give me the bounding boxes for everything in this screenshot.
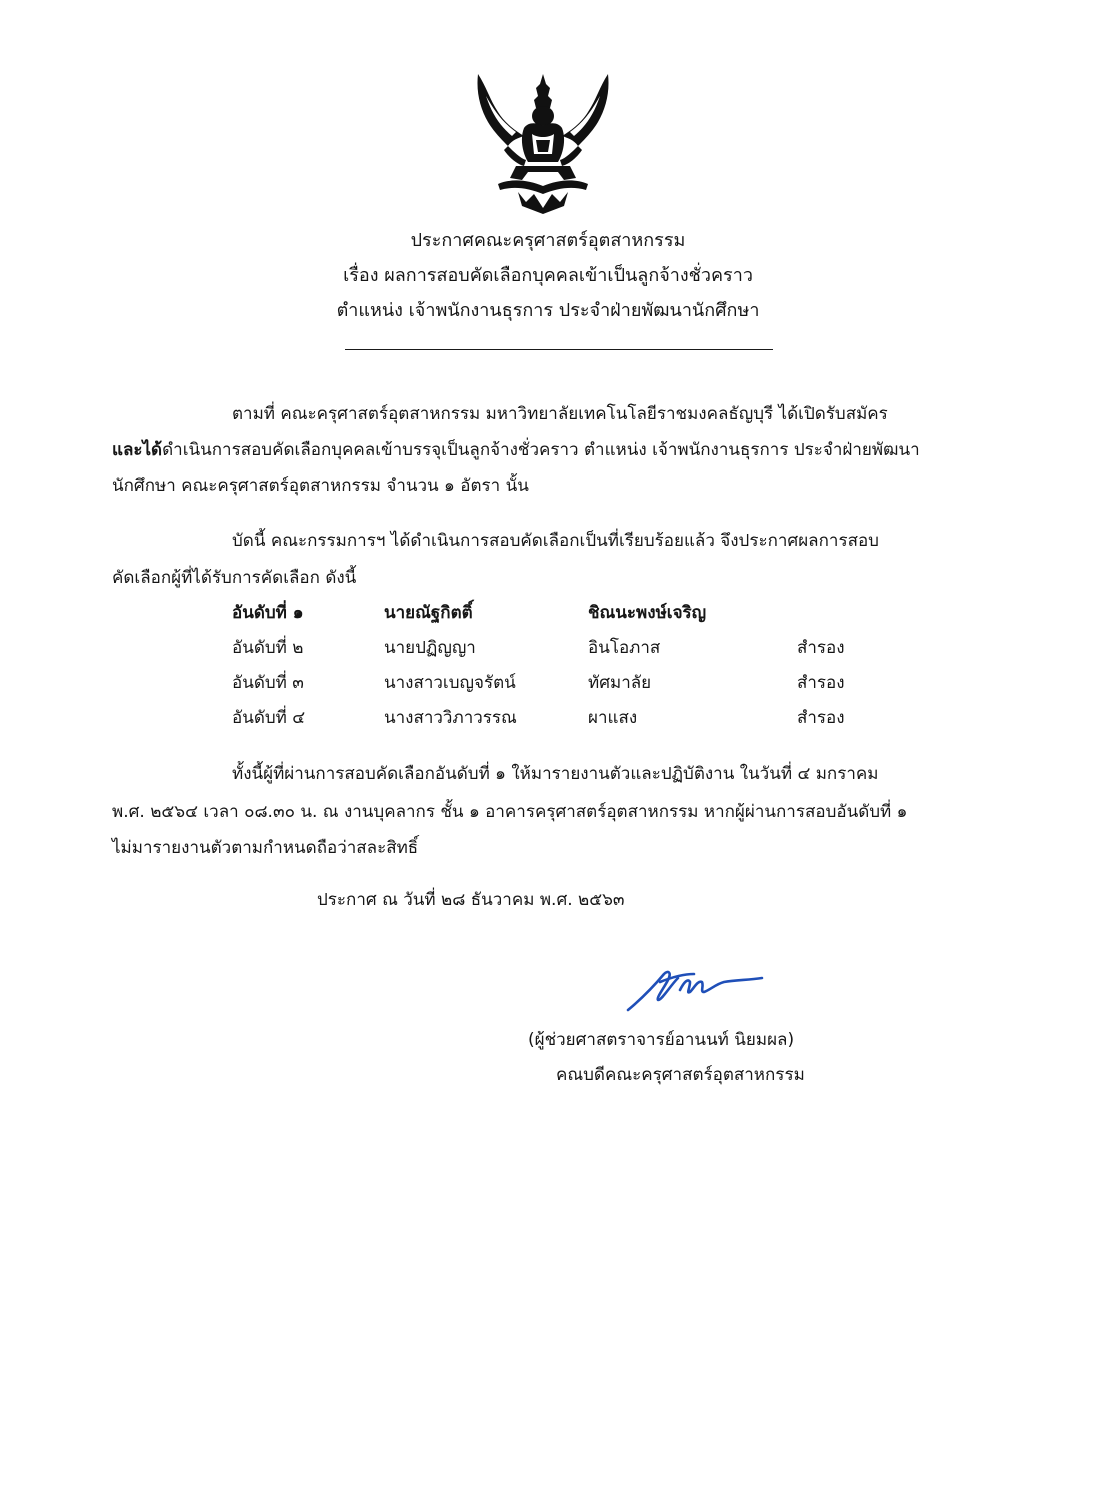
result-surname: ผาแสง	[588, 708, 638, 728]
paragraph-1-line-1: ตามที่ คณะครุศาสตร์อุตสาหกรรม มหาวิทยาลัยเทคโนโลยีราชมงคลธัญบุรี ได้เปิดรับสมัคร	[232, 404, 888, 424]
result-row	[0, 636, 1096, 662]
header-divider	[345, 349, 773, 350]
result-rank: อันดับที่ ๓	[232, 673, 304, 693]
paragraph-3-line-2: พ.ศ. ๒๕๖๔ เวลา ๐๘.๓๐ น. ณ งานบุคลากร ชั้น ๑ อาคารครุศาสตร์อุตสาหกรรม หากผู้ผ่านการสอบอันดับที่ ๑	[112, 802, 908, 822]
announcement-date: ประกาศ ณ วันที่ ๒๘ ธันวาคม พ.ศ. ๒๕๖๓	[317, 890, 625, 910]
paragraph-2-line-1: บัดนี้ คณะกรรมการฯ ได้ดำเนินการสอบคัดเลือกเป็นที่เรียบร้อยแล้ว จึงประกาศผลการสอบ	[232, 531, 879, 551]
result-name: นายณัฐกิตติ์	[384, 603, 473, 623]
paragraph-3-line-1: ทั้งนี้ผู้ที่ผ่านการสอบคัดเลือกอันดับที่ ๑ ให้มารายงานตัวและปฏิบัติงาน ในวันที่ ๔ มกราคม	[232, 764, 879, 784]
result-name: นางสาวเบญจรัตน์	[384, 673, 516, 693]
result-surname: อินโอภาส	[588, 638, 661, 658]
paragraph-1-line-2	[112, 438, 920, 462]
announcement-position: ตำแหน่ง เจ้าพนักงานธุรการ ประจำฝ่ายพัฒนานักศึกษา	[336, 300, 760, 321]
paragraph-1-line-3: นักศึกษา คณะครุศาสตร์อุตสาหกรรม จำนวน ๑ อัตรา นั้น	[112, 476, 529, 496]
result-name: นางสาววิภาวรรณ	[384, 708, 517, 728]
signatory-position: คณบดีคณะครุศาสตร์อุตสาหกรรม	[556, 1065, 805, 1085]
result-surname: ทัศมาลัย	[588, 673, 652, 693]
result-rank: อันดับที่ ๒	[232, 638, 304, 658]
result-rank: อันดับที่ ๑	[232, 603, 304, 623]
result-row	[0, 601, 1096, 627]
paragraph-2-line-2: คัดเลือกผู้ที่ได้รับการคัดเลือก ดังนี้	[112, 568, 357, 588]
garuda-emblem-icon	[468, 66, 618, 216]
announcement-title: ประกาศคณะครุศาสตร์อุตสาหกรรม	[410, 230, 686, 251]
announcement-subject: เรื่อง ผลการสอบคัดเลือกบุคคลเข้าเป็นลูกจ้างชั่วคราว	[343, 265, 753, 286]
result-status: สำรอง	[797, 638, 845, 658]
result-row	[0, 706, 1096, 732]
result-status: สำรอง	[797, 673, 845, 693]
result-surname: ชิณนะพงษ์เจริญ	[588, 603, 707, 623]
paragraph-1-line-2-rest: ดำเนินการสอบคัดเลือกบุคคลเข้าบรรจุเป็นลูกจ้างชั่วคราว ตำแหน่ง เจ้าพนักงานธุรการ ประจำฝ่ายพัฒนา	[162, 440, 920, 460]
result-status: สำรอง	[797, 708, 845, 728]
result-rank: อันดับที่ ๔	[232, 708, 306, 728]
paragraph-1-line-2-bold: และได้	[112, 440, 163, 460]
handwritten-signature	[620, 960, 770, 1020]
result-row	[0, 671, 1096, 697]
signatory-name: (ผู้ช่วยศาสตราจารย์อานนท์ นิยมผล)	[528, 1030, 795, 1050]
paragraph-3-line-3: ไม่มารายงานตัวตามกำหนดถือว่าสละสิทธิ์	[112, 838, 419, 858]
result-name: นายปฏิญญา	[384, 638, 476, 658]
